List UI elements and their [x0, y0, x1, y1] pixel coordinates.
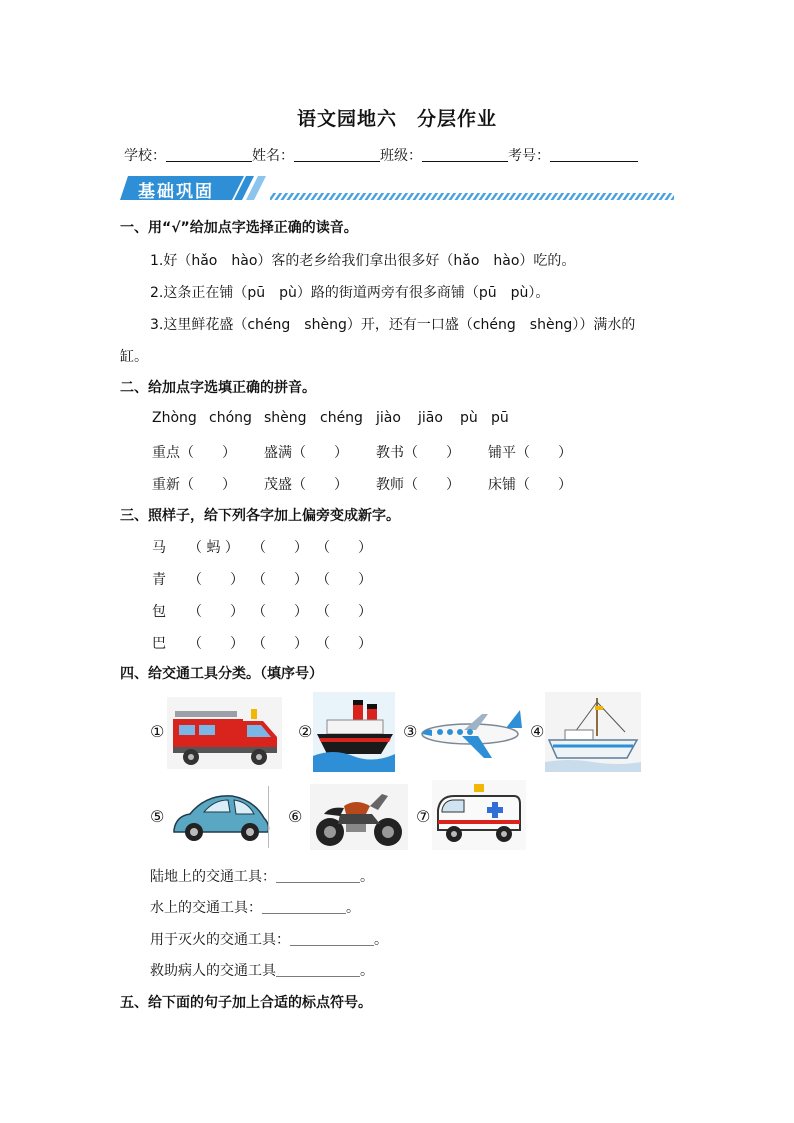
school-label: 学校： [124, 148, 166, 164]
q3-cell: （ ） [252, 572, 308, 588]
page-title: 语文园地六 分层作业 [296, 108, 497, 130]
exam-no-blank[interactable] [550, 148, 638, 162]
q1-heading: 一、用“√”给加点字选择正确的读音。 [120, 220, 358, 236]
pinyin-option: Zhòng [152, 410, 197, 426]
q3-cell: （ ） [188, 604, 244, 620]
student-info-line [124, 145, 638, 165]
q3-cell: （ ） [316, 572, 372, 588]
q1-item-1: 1.好（hǎo hào）客的老乡给我们拿出很多好（hǎo hào）吃的。 [150, 253, 576, 269]
q4-answer-water[interactable]: 水上的交通工具：＿＿＿＿＿＿。 [150, 900, 360, 916]
motorcycle-icon [310, 784, 408, 850]
pinyin-option: chóng [209, 410, 252, 426]
q3-cell: （ ） [316, 604, 372, 620]
q3-cell: （ 蚂 ） [188, 540, 239, 556]
ambulance-icon [432, 780, 526, 850]
exam-no-label: 考号： [508, 148, 550, 164]
vehicle-number: ⑥ [288, 807, 303, 826]
q2-word: 床铺（ ） [488, 477, 572, 493]
class-blank[interactable] [422, 148, 508, 162]
pinyin-option: shèng [264, 410, 307, 426]
q2-word: 重点（ ） [152, 445, 236, 461]
q3-char: 青 [152, 572, 166, 588]
q4-answer-rescue[interactable]: 救助病人的交通工具＿＿＿＿＿＿。 [150, 963, 374, 979]
vehicle-number: ④ [530, 722, 545, 741]
q4-heading: 四、给交通工具分类。（填序号） [120, 666, 323, 682]
q3-row [152, 601, 372, 621]
q2-word: 铺平（ ） [488, 445, 572, 461]
q3-row [152, 569, 372, 589]
pinyin-option: jiào [376, 410, 401, 426]
class-label: 班级： [380, 148, 422, 164]
pinyin-option: pù [460, 410, 478, 426]
banner-label: 基础巩固 [138, 182, 214, 202]
vehicle-number: ① [150, 722, 165, 741]
q2-word: 盛满（ ） [264, 445, 348, 461]
name-blank[interactable] [294, 148, 380, 162]
name-label: 姓名： [252, 148, 294, 164]
pinyin-option: jiāo [418, 410, 443, 426]
q2-word: 茂盛（ ） [264, 477, 348, 493]
q3-char: 马 [152, 540, 166, 556]
section-banner [120, 172, 676, 202]
pinyin-option: chéng [320, 410, 363, 426]
q3-cell: （ ） [252, 636, 308, 652]
q1-item-3-cont: 缸。 [120, 349, 148, 365]
q3-cell: （ ） [252, 604, 308, 620]
q2-pinyin-row [152, 410, 509, 426]
vehicle-number: ③ [403, 722, 418, 741]
q4-answer-fire[interactable]: 用于灭火的交通工具：＿＿＿＿＿＿。 [150, 932, 388, 948]
school-blank[interactable] [166, 148, 252, 162]
q2-heading: 二、给加点字选填正确的拼音。 [120, 380, 316, 396]
q3-heading: 三、照样子，给下列各字加上偏旁变成新字。 [120, 508, 400, 524]
q2-row-1 [152, 442, 572, 462]
q1-item-2: 2.这条正在铺（pū pù）路的街道两旁有很多商铺（pū pù）。 [150, 285, 550, 301]
q2-word: 教师（ ） [376, 477, 460, 493]
pinyin-option: pū [491, 410, 509, 426]
vehicle-number: ② [298, 722, 313, 741]
q3-char: 包 [152, 604, 166, 620]
vehicle-number: ⑤ [150, 807, 165, 826]
q2-word: 教书（ ） [376, 445, 460, 461]
q3-row [152, 537, 372, 557]
q2-row-2 [152, 474, 572, 494]
q3-cell: （ ） [316, 540, 372, 556]
q4-answer-land[interactable]: 陆地上的交通工具：＿＿＿＿＿＿。 [150, 869, 374, 885]
boat-icon [545, 692, 641, 772]
q1-item-3: 3.这里鲜花盛（chéng shèng）开，还有一口盛（chéng shèng））满水的 [150, 317, 636, 333]
q5-heading: 五、给下面的句子加上合适的标点符号。 [120, 995, 372, 1011]
ship-icon [313, 692, 395, 772]
q3-cell: （ ） [188, 636, 244, 652]
car-icon [170, 792, 272, 844]
q3-cell: （ ） [316, 636, 372, 652]
q3-cell: （ ） [252, 540, 308, 556]
fire-truck-icon [167, 697, 282, 769]
vehicle-number: ⑦ [416, 807, 431, 826]
q3-char: 巴 [152, 636, 166, 652]
airplane-icon [418, 702, 523, 764]
q2-word: 重新（ ） [152, 477, 236, 493]
image-divider [268, 786, 269, 848]
q3-cell: （ ） [188, 572, 244, 588]
q3-row [152, 633, 372, 653]
